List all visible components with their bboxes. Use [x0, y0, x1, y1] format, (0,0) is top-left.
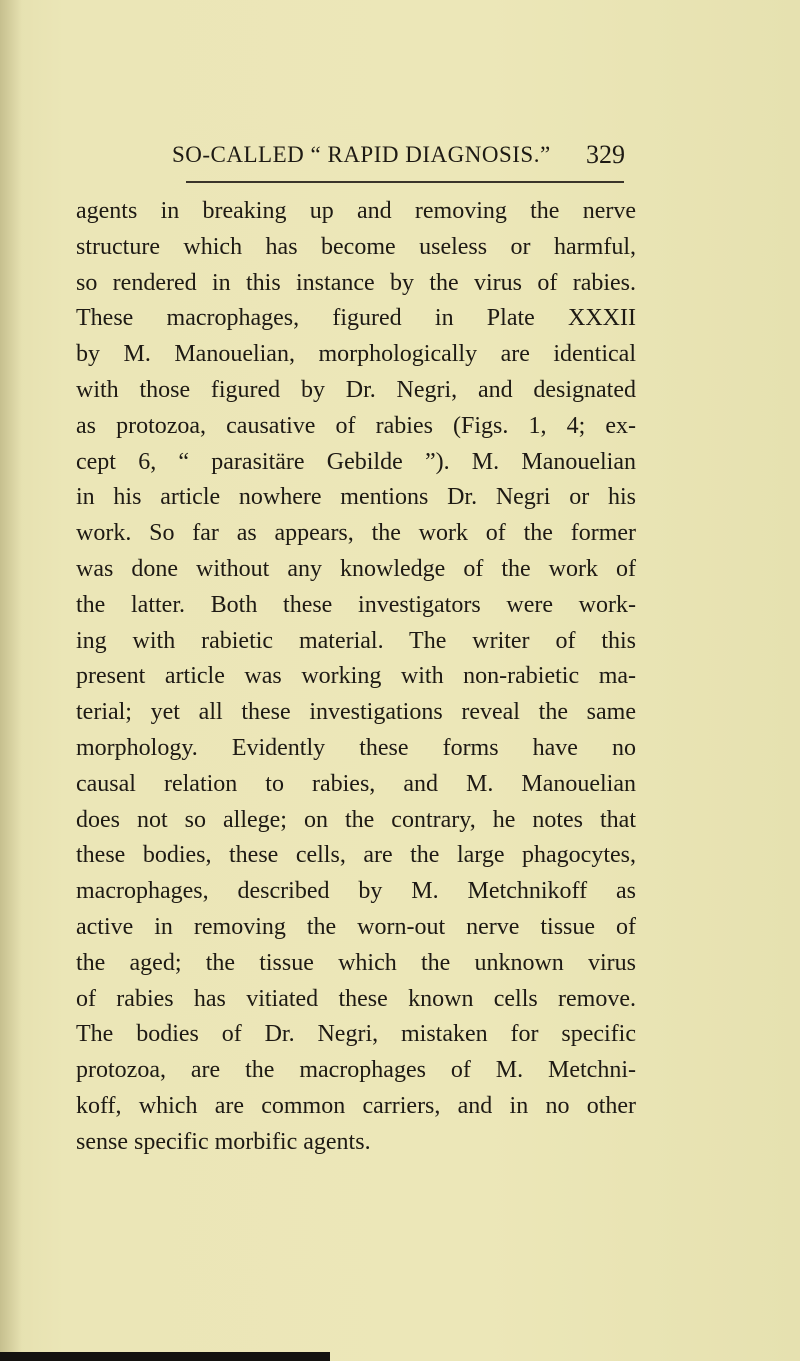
text-line: as protozoa, causative of rabies (Figs. 1, 4; ex- [76, 412, 636, 439]
text-line: does not so allege; on the contrary, he notes that [76, 806, 636, 833]
text-line: of rabies has vitiated these known cells remove. [76, 985, 636, 1012]
text-line: with those figured by Dr. Negri, and designated [76, 376, 636, 403]
text-line: so rendered in this instance by the virus of rabies. [76, 269, 636, 296]
text-line: These macrophages, figured in Plate XXXII [76, 305, 636, 332]
page-gutter-shadow [0, 0, 22, 1361]
text-line: The bodies of Dr. Negri, mistaken for specific [76, 1021, 636, 1048]
text-line: present article was working with non-rabietic ma- [76, 663, 636, 690]
text-line-last: sense specific morbific agents. [76, 1128, 371, 1155]
text-line: cept 6, “ parasitäre Gebilde ”). M. Manouelian [76, 448, 636, 475]
text-line: in his article nowhere mentions Dr. Negri or his [76, 484, 636, 511]
body-text [76, 194, 636, 1161]
page-number: 329 [586, 140, 625, 169]
bottom-edge-bar [0, 1352, 330, 1361]
text-line: koff, which are common carriers, and in no other [76, 1092, 636, 1119]
text-line: the aged; the tissue which the unknown virus [76, 949, 636, 976]
text-line: terial; yet all these investigations reveal the same [76, 699, 636, 726]
running-head-title: SO-CALLED “ RAPID DIAGNOSIS.” [172, 142, 551, 167]
text-line: by M. Manouelian, morphologically are identical [76, 341, 636, 368]
text-line: the latter. Both these investigators were work- [76, 591, 636, 618]
text-line: protozoa, are the macrophages of M. Metchni- [76, 1057, 636, 1084]
text-line: causal relation to rabies, and M. Manouelian [76, 770, 636, 797]
text-line: structure which has become useless or harmful, [76, 233, 636, 260]
text-line: was done without any knowledge of the work of [76, 555, 636, 582]
text-line: work. So far as appears, the work of the former [76, 520, 636, 547]
text-line: active in removing the worn-out nerve tissue of [76, 913, 636, 940]
text-line: these bodies, these cells, are the large phagocytes, [76, 842, 636, 869]
text-line: agents in breaking up and removing the nerve [76, 198, 636, 224]
text-line: macrophages, described by M. Metchnikoff as [76, 878, 636, 905]
running-head [80, 140, 625, 176]
header-rule [186, 181, 624, 183]
text-line: ing with rabietic material. The writer of this [76, 627, 636, 654]
text-line: morphology. Evidently these forms have no [76, 734, 636, 761]
